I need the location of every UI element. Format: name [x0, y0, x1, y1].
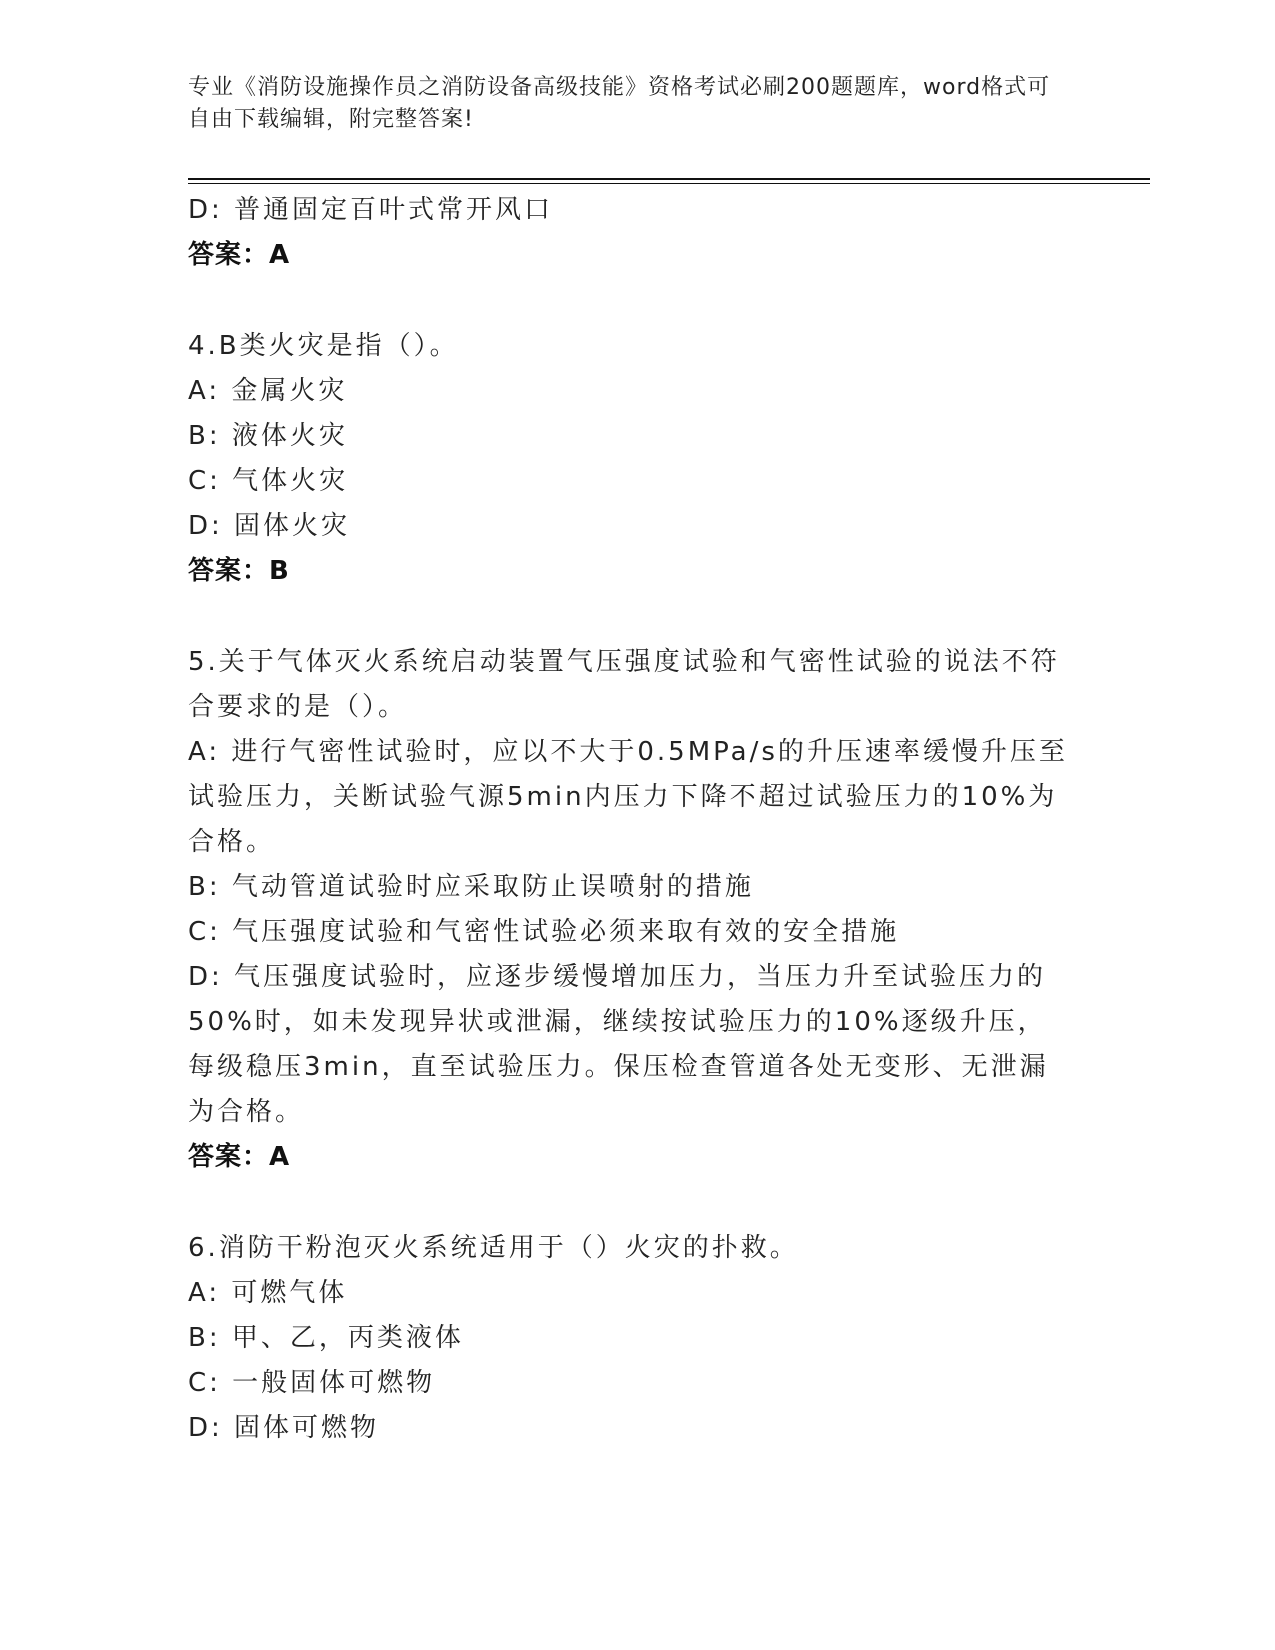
q4-answer: 答案：B: [188, 556, 290, 586]
q4-option-c: C: 气体火灾: [188, 466, 349, 496]
q5-option-c: C: 气压强度试验和气密性试验必须来取有效的安全措施: [188, 917, 900, 947]
q5-answer: 答案：A: [188, 1142, 291, 1172]
q5-stem: 5.关于气体灭火系统启动装置气压强度试验和气密性试验的说法不符合要求的是（）。: [188, 647, 1060, 722]
q5-option-b: B: 气动管道试验时应采取防止误喷射的措施: [188, 872, 754, 902]
q6-option-d: D: 固体可燃物: [188, 1413, 380, 1443]
q4-stem: 4.B类火灾是指（）。: [188, 331, 459, 361]
prev-option-d: D: 普通固定百叶式常开风口: [188, 195, 554, 225]
spacer: [188, 594, 1068, 640]
q6-option-a: A: 可燃气体: [188, 1278, 348, 1308]
q4-option-a: A: 金属火灾: [188, 376, 348, 406]
prev-answer: 答案：A: [188, 240, 291, 270]
header-rule-thick: [188, 178, 1150, 180]
q6-stem: 6.消防干粉泡灭火系统适用于（）火灾的扑救。: [188, 1233, 799, 1263]
q6-option-b: B: 甲、乙，丙类液体: [188, 1323, 464, 1353]
question-content: [188, 188, 1068, 1451]
spacer: [188, 278, 1068, 324]
header-rule-thin: [188, 183, 1150, 184]
document-header: 专业《消防设施操作员之消防设备高级技能》资格考试必刷200题题库，word格式可自由下载编辑，附完整答案!: [188, 75, 1051, 132]
q5-option-a: A: 进行气密性试验时，应以不大于0.5MPa/s的升压速率缓慢升压至试验压力，关断试验气源5min内压力下降不超过试验压力的10%为合格。: [188, 737, 1068, 857]
q4-option-b: B: 液体火灾: [188, 421, 348, 451]
q6-option-c: C: 一般固体可燃物: [188, 1368, 436, 1398]
spacer: [188, 1180, 1068, 1226]
q5-option-d: D: 气压强度试验时，应逐步缓慢增加压力，当压力升至试验压力的50%时，如未发现异状或泄漏，继续按试验压力的10%逐级升压，每级稳压3min，直至试验压力。保压检查管道各处无变形、无泄漏为合格。: [188, 962, 1049, 1127]
q4-option-d: D: 固体火灾: [188, 511, 351, 541]
